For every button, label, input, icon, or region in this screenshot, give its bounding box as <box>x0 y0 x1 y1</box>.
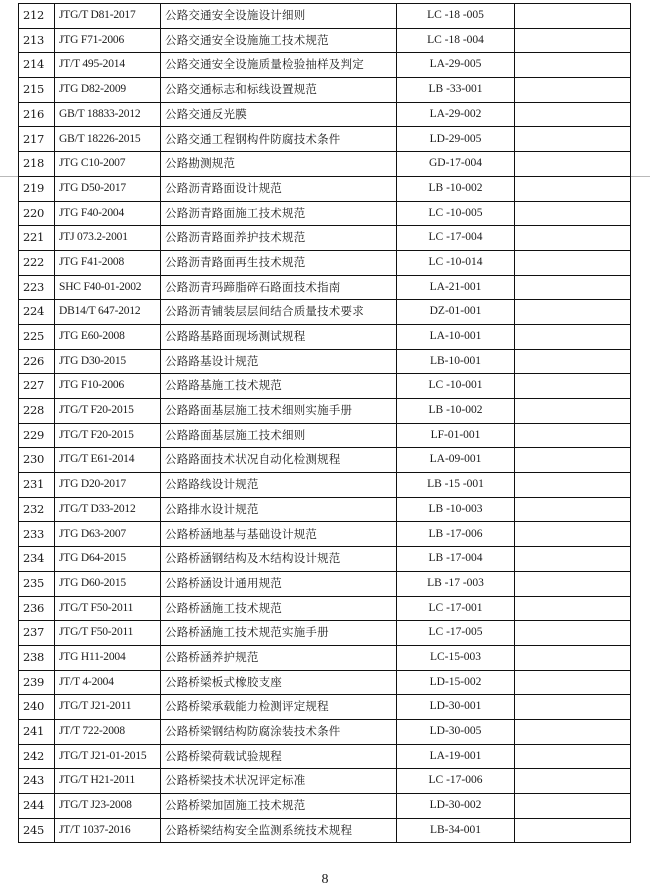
table-row <box>19 176 631 201</box>
standard-title: 公路沥青路面养护技术规范 <box>161 226 397 251</box>
table-row <box>19 152 631 177</box>
empty-cell <box>515 547 631 572</box>
row-number: 227 <box>19 374 55 399</box>
category-code: LD-30-002 <box>397 794 515 819</box>
standard-code: JTG F71-2006 <box>55 28 161 53</box>
row-number: 220 <box>19 201 55 226</box>
table-row <box>19 53 631 78</box>
table-row <box>19 670 631 695</box>
standard-title: 公路路基设计规范 <box>161 349 397 374</box>
standard-code: JTG/T J21-2011 <box>55 695 161 720</box>
row-number: 228 <box>19 399 55 424</box>
row-number: 234 <box>19 547 55 572</box>
category-code: LC-15-003 <box>397 645 515 670</box>
standard-title: 公路交通安全设施设计细则 <box>161 4 397 29</box>
empty-cell <box>515 28 631 53</box>
category-code: LC -10-005 <box>397 201 515 226</box>
standard-title: 公路桥涵施工技术规范实施手册 <box>161 621 397 646</box>
category-code: LB -17-004 <box>397 547 515 572</box>
category-code: LD-29-005 <box>397 127 515 152</box>
standard-title: 公路勘测规范 <box>161 152 397 177</box>
table-row <box>19 473 631 498</box>
standard-code: JTG D20-2017 <box>55 473 161 498</box>
row-number: 245 <box>19 818 55 843</box>
standard-code: JTG F40-2004 <box>55 201 161 226</box>
category-code: LA-21-001 <box>397 275 515 300</box>
category-code: DZ-01-001 <box>397 300 515 325</box>
category-code: LB-10-001 <box>397 349 515 374</box>
standard-code: JTG C10-2007 <box>55 152 161 177</box>
standard-title: 公路沥青路面再生技术规范 <box>161 250 397 275</box>
standard-title: 公路交通安全设施质量检验抽样及判定 <box>161 53 397 78</box>
standard-code: JTG D63-2007 <box>55 522 161 547</box>
row-number: 240 <box>19 695 55 720</box>
empty-cell <box>515 300 631 325</box>
row-number: 243 <box>19 769 55 794</box>
standard-title: 公路桥梁钢结构防腐涂装技术条件 <box>161 719 397 744</box>
standard-code: JTG/T E61-2014 <box>55 448 161 473</box>
standard-code: JTJ 073.2-2001 <box>55 226 161 251</box>
standard-title: 公路交通工程钢构件防腐技术条件 <box>161 127 397 152</box>
table-row <box>19 695 631 720</box>
page-number: 8 <box>321 872 329 887</box>
table-row <box>19 300 631 325</box>
category-code: LD-30-005 <box>397 719 515 744</box>
standard-code: JTG F10-2006 <box>55 374 161 399</box>
standard-code: JTG D82-2009 <box>55 78 161 103</box>
row-number: 215 <box>19 78 55 103</box>
empty-cell <box>515 448 631 473</box>
table-row <box>19 250 631 275</box>
standard-title: 公路桥梁板式橡胶支座 <box>161 670 397 695</box>
standard-code: JTG D50-2017 <box>55 176 161 201</box>
row-number: 229 <box>19 423 55 448</box>
standard-title: 公路桥梁加固施工技术规范 <box>161 794 397 819</box>
standard-title: 公路交通反光膜 <box>161 102 397 127</box>
table-row <box>19 374 631 399</box>
standard-title: 公路桥梁荷载试验规程 <box>161 744 397 769</box>
table-row <box>19 423 631 448</box>
table-row <box>19 794 631 819</box>
empty-cell <box>515 596 631 621</box>
row-number: 237 <box>19 621 55 646</box>
standard-title: 公路桥涵养护规范 <box>161 645 397 670</box>
category-code: LB -17 -003 <box>397 571 515 596</box>
table-row <box>19 596 631 621</box>
standard-code: JTG/T J21-01-2015 <box>55 744 161 769</box>
standard-code: JTG/T F50-2011 <box>55 596 161 621</box>
row-number: 242 <box>19 744 55 769</box>
category-code: LC -18 -004 <box>397 28 515 53</box>
category-code: LB -17-006 <box>397 522 515 547</box>
category-code: LC -17-001 <box>397 596 515 621</box>
empty-cell <box>515 226 631 251</box>
empty-cell <box>515 670 631 695</box>
standard-title: 公路桥梁结构安全监测系统技术规程 <box>161 818 397 843</box>
row-number: 235 <box>19 571 55 596</box>
table-row <box>19 324 631 349</box>
row-number: 241 <box>19 719 55 744</box>
standard-code: GB/T 18226-2015 <box>55 127 161 152</box>
category-code: LC -18 -005 <box>397 4 515 29</box>
row-number: 230 <box>19 448 55 473</box>
empty-cell <box>515 127 631 152</box>
empty-cell <box>515 695 631 720</box>
empty-cell <box>515 53 631 78</box>
standard-title: 公路路基路面现场测试规程 <box>161 324 397 349</box>
standard-code: DB14/T 647-2012 <box>55 300 161 325</box>
row-number: 222 <box>19 250 55 275</box>
table-row <box>19 78 631 103</box>
empty-cell <box>515 201 631 226</box>
standard-code: JTG E60-2008 <box>55 324 161 349</box>
row-number: 223 <box>19 275 55 300</box>
empty-cell <box>515 744 631 769</box>
standard-code: JTG/T D81-2017 <box>55 4 161 29</box>
table-row <box>19 127 631 152</box>
standard-title: 公路路基施工技术规范 <box>161 374 397 399</box>
category-code: LC -17-006 <box>397 769 515 794</box>
empty-cell <box>515 176 631 201</box>
category-code: LC -10-014 <box>397 250 515 275</box>
row-number: 224 <box>19 300 55 325</box>
category-code: LD-15-002 <box>397 670 515 695</box>
table-row <box>19 769 631 794</box>
standards-table-body <box>19 4 631 843</box>
category-code: LF-01-001 <box>397 423 515 448</box>
empty-cell <box>515 78 631 103</box>
standard-title: 公路桥梁技术状况评定标准 <box>161 769 397 794</box>
standard-title: 公路排水设计规范 <box>161 497 397 522</box>
empty-cell <box>515 374 631 399</box>
row-number: 236 <box>19 596 55 621</box>
table-row <box>19 744 631 769</box>
standard-code: JTG F41-2008 <box>55 250 161 275</box>
empty-cell <box>515 399 631 424</box>
standard-title: 公路交通标志和标线设置规范 <box>161 78 397 103</box>
row-number: 225 <box>19 324 55 349</box>
standard-code: GB/T 18833-2012 <box>55 102 161 127</box>
row-number: 212 <box>19 4 55 29</box>
category-code: LD-30-001 <box>397 695 515 720</box>
category-code: LC -17-004 <box>397 226 515 251</box>
row-number: 239 <box>19 670 55 695</box>
row-number: 213 <box>19 28 55 53</box>
standard-code: JTG/T J23-2008 <box>55 794 161 819</box>
table-row <box>19 621 631 646</box>
standard-code: JTG H11-2004 <box>55 645 161 670</box>
standard-title: 公路沥青铺装层层间结合质量技术要求 <box>161 300 397 325</box>
row-number: 232 <box>19 497 55 522</box>
row-number: 233 <box>19 522 55 547</box>
standard-title: 公路桥涵施工技术规范 <box>161 596 397 621</box>
category-code: LA-29-005 <box>397 53 515 78</box>
standard-title: 公路路面基层施工技术细则 <box>161 423 397 448</box>
standard-title: 公路桥涵设计通用规范 <box>161 571 397 596</box>
category-code: LB -15 -001 <box>397 473 515 498</box>
row-number: 244 <box>19 794 55 819</box>
table-row <box>19 275 631 300</box>
category-code: LC -17-005 <box>397 621 515 646</box>
standard-code: JTG/T F50-2011 <box>55 621 161 646</box>
row-number: 221 <box>19 226 55 251</box>
row-number: 218 <box>19 152 55 177</box>
standard-title: 公路沥青玛蹄脂碎石路面技术指南 <box>161 275 397 300</box>
empty-cell <box>515 152 631 177</box>
table-row <box>19 349 631 374</box>
empty-cell <box>515 645 631 670</box>
empty-cell <box>515 497 631 522</box>
empty-cell <box>515 794 631 819</box>
standard-code: JT/T 495-2014 <box>55 53 161 78</box>
empty-cell <box>515 4 631 29</box>
row-number: 226 <box>19 349 55 374</box>
standard-title: 公路沥青路面施工技术规范 <box>161 201 397 226</box>
empty-cell <box>515 769 631 794</box>
row-number: 216 <box>19 102 55 127</box>
standard-code: JTG/T F20-2015 <box>55 399 161 424</box>
standard-code: JTG D30-2015 <box>55 349 161 374</box>
empty-cell <box>515 349 631 374</box>
category-code: LA-19-001 <box>397 744 515 769</box>
standard-code: JTG/T H21-2011 <box>55 769 161 794</box>
standard-code: SHC F40-01-2002 <box>55 275 161 300</box>
table-row <box>19 102 631 127</box>
standard-title: 公路桥梁承载能力检测评定规程 <box>161 695 397 720</box>
standard-code: JTG D60-2015 <box>55 571 161 596</box>
standard-title: 公路桥涵钢结构及木结构设计规范 <box>161 547 397 572</box>
standard-title: 公路桥涵地基与基础设计规范 <box>161 522 397 547</box>
category-code: GD-17-004 <box>397 152 515 177</box>
empty-cell <box>515 102 631 127</box>
empty-cell <box>515 571 631 596</box>
table-row <box>19 226 631 251</box>
empty-cell <box>515 250 631 275</box>
row-number: 214 <box>19 53 55 78</box>
category-code: LB -10-002 <box>397 399 515 424</box>
standard-code: JTG/T D33-2012 <box>55 497 161 522</box>
standard-title: 公路路面基层施工技术细则实施手册 <box>161 399 397 424</box>
table-row <box>19 719 631 744</box>
empty-cell <box>515 522 631 547</box>
category-code: LA-09-001 <box>397 448 515 473</box>
table-row <box>19 645 631 670</box>
standard-code: JTG D64-2015 <box>55 547 161 572</box>
category-code: LB-34-001 <box>397 818 515 843</box>
empty-cell <box>515 621 631 646</box>
standard-code: JT/T 722-2008 <box>55 719 161 744</box>
standard-code: JT/T 4-2004 <box>55 670 161 695</box>
empty-cell <box>515 818 631 843</box>
category-code: LC -10-001 <box>397 374 515 399</box>
standard-code: JTG/T F20-2015 <box>55 423 161 448</box>
row-number: 217 <box>19 127 55 152</box>
standard-title: 公路沥青路面设计规范 <box>161 176 397 201</box>
table-row <box>19 547 631 572</box>
table-row <box>19 4 631 29</box>
row-number: 238 <box>19 645 55 670</box>
empty-cell <box>515 423 631 448</box>
category-code: LB -10-003 <box>397 497 515 522</box>
category-code: LA-29-002 <box>397 102 515 127</box>
table-row <box>19 448 631 473</box>
category-code: LA-10-001 <box>397 324 515 349</box>
empty-cell <box>515 275 631 300</box>
empty-cell <box>515 719 631 744</box>
standards-table <box>18 3 631 843</box>
standard-title: 公路路线设计规范 <box>161 473 397 498</box>
table-row <box>19 201 631 226</box>
table-row <box>19 818 631 843</box>
empty-cell <box>515 473 631 498</box>
category-code: LB -33-001 <box>397 78 515 103</box>
standard-code: JT/T 1037-2016 <box>55 818 161 843</box>
table-row <box>19 497 631 522</box>
category-code: LB -10-002 <box>397 176 515 201</box>
table-row <box>19 399 631 424</box>
standard-title: 公路路面技术状况自动化检测规程 <box>161 448 397 473</box>
table-row <box>19 28 631 53</box>
standard-title: 公路交通安全设施施工技术规范 <box>161 28 397 53</box>
row-number: 231 <box>19 473 55 498</box>
table-row <box>19 571 631 596</box>
table-row <box>19 522 631 547</box>
row-number: 219 <box>19 176 55 201</box>
empty-cell <box>515 324 631 349</box>
